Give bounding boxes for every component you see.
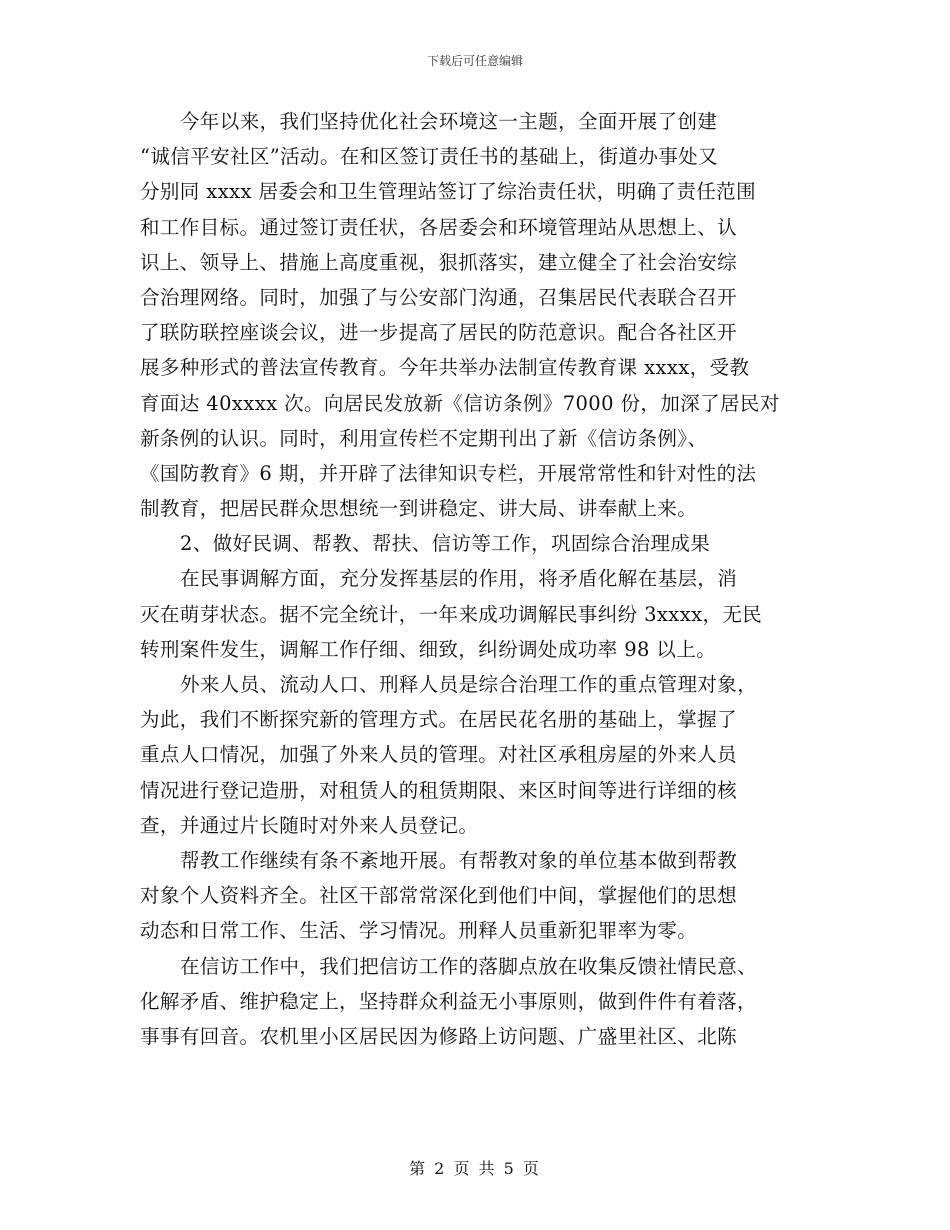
text-line: 分别同 xxxx 居委会和卫生管理站签订了综治责任状，明确了责任范围 [140, 180, 756, 204]
text-line: 情况进行登记造册，对租赁人的租赁期限、来区时间等进行详细的核 [140, 778, 738, 802]
text-line: 育面达 40xxxx 次。向居民发放新《信访条例》7000 份，加深了居民对 [140, 391, 780, 415]
text-line: 展多种形式的普法宣传教育。今年共举办法制宣传教育课 xxxx，受教 [140, 356, 750, 380]
text-line: 查，并通过片长随时对外来人员登记。 [140, 813, 479, 837]
section-heading: 2、做好民调、帮教、帮扶、信访等工作，巩固综合治理成果 [180, 532, 711, 556]
text-line: 制教育，把居民群众思想统一到讲稳定、讲大局、讲奉献上来。 [140, 497, 698, 521]
page-header: 下载后可任意编辑 [426, 54, 523, 68]
text-line: 灭在萌芽状态。据不完全统计，一年来成功调解民事纠纷 3xxxx，无民 [140, 602, 763, 626]
text-line: 在民事调解方面，充分发挥基层的作用，将矛盾化解在基层，消 [180, 567, 738, 591]
text-line: “诚信平安社区”活动。在和区签订责任书的基础上，街道办事处又 [140, 145, 718, 169]
text-line: 和工作目标。通过签订责任状，各居委会和环境管理站从思想上、认 [140, 215, 738, 239]
text-line: 新条例的认识。同时，利用宣传栏不定期刊出了新《信访条例》、 [140, 426, 708, 450]
text-line: 动态和日常工作、生活、学习情况。刑释人员重新犯罪率为零。 [140, 919, 698, 943]
text-line: 识上、领导上、措施上高度重视，狠抓落实，建立健全了社会治安综 [140, 250, 738, 274]
text-line: 化解矛盾、维护稳定上，坚持群众利益无小事原则，做到件件有着落， [140, 989, 757, 1013]
text-line: 外来人员、流动人口、刑释人员是综合治理工作的重点管理对象， [180, 673, 758, 696]
text-line: 合治理网络。同时，加强了与公安部门沟通，召集居民代表联合召开 [140, 285, 738, 309]
text-line: 重点人口情况，加强了外来人员的管理。对社区承租房屋的外来人员 [140, 743, 738, 767]
text-line: 今年以来，我们坚持优化社会环境这一主题，全面开展了创建 [180, 110, 718, 133]
text-line: 《国防教育》6 期，并开辟了法律知识专栏，开展常常性和针对性的法 [140, 461, 757, 485]
text-line: 为此，我们不断探究新的管理方式。在居民花名册的基础上，掌握了 [140, 708, 738, 732]
text-line: 帮教工作继续有条不紊地开展。有帮教对象的单位基本做到帮教 [180, 848, 738, 872]
page-number-footer: 第 2 页 共 5 页 [409, 1159, 541, 1178]
text-line: 事事有回音。农机里小区居民因为修路上访问题、广盛里社区、北陈 [140, 1024, 738, 1048]
text-line: 对象个人资料齐全。社区干部常常深化到他们中间，掌握他们的思想 [140, 884, 738, 908]
text-line: 了联防联控座谈会议，进一步提高了居民的防范意识。配合各社区开 [140, 321, 738, 345]
document-body [140, 104, 810, 1054]
text-line: 在信访工作中，我们把信访工作的落脚点放在收集反馈社情民意、 [180, 954, 758, 978]
text-line: 转刑案件发生，调解工作仔细、细致，纠纷调处成功率 98 以上。 [140, 637, 717, 661]
